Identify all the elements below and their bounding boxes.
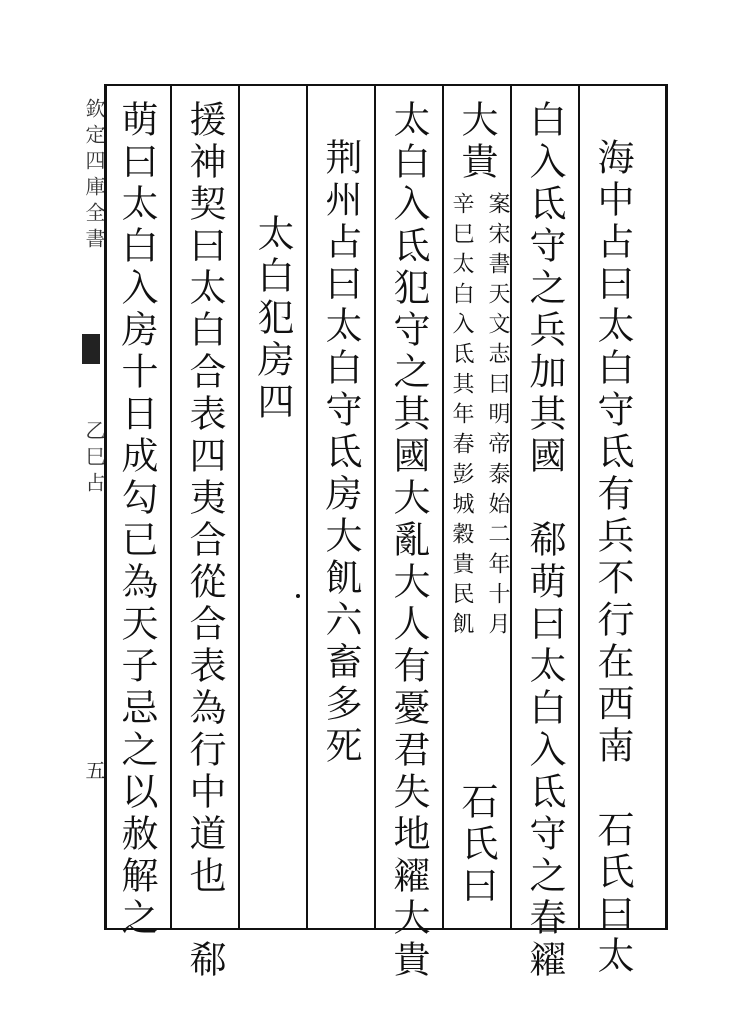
text-column-6: 太白犯房四 — [251, 214, 294, 424]
column-rule — [238, 84, 240, 928]
annotation-line-2: 辛巳太白入氐其年春彭城穀貴民飢 — [449, 192, 474, 642]
column-rule — [374, 84, 376, 928]
text-column-8: 萌曰太白入房十日成勾已為天子忌之以赦解之 — [115, 100, 158, 940]
fish-tail-mark — [82, 334, 100, 364]
text-column-7: 援神契曰太白合表四夷合從合表為行中道也 郗 — [183, 100, 226, 982]
text-column-1: 海中占曰太白守氐有兵不行在西南 石氏曰太 — [591, 138, 634, 978]
column-rule — [306, 84, 308, 928]
text-column-2: 白入氐守之兵加其國 郗萌曰太白入氐守之春糴 — [523, 100, 566, 982]
column-rule — [170, 84, 172, 928]
text-column-3-tail: 石氏曰 — [455, 782, 498, 908]
text-column-5: 荆州占曰太白守氐房大飢六畜多死 — [319, 138, 362, 768]
annotation-line-1: 案宋書天文志曰明帝泰始二年十月 — [485, 192, 510, 642]
column-rule — [442, 84, 444, 928]
page-number: 五 — [82, 760, 106, 780]
column-rule — [510, 84, 512, 928]
text-column-3: 大貴 — [455, 100, 498, 184]
margin-title: 欽定四庫全書 — [82, 98, 106, 254]
column-rule — [578, 84, 580, 928]
ink-speck — [296, 594, 300, 598]
margin-book-title: 乙巳占 — [82, 420, 106, 498]
text-column-4: 太白入氐犯守之其國大亂大人有憂君失地糴大貴 — [387, 100, 430, 982]
